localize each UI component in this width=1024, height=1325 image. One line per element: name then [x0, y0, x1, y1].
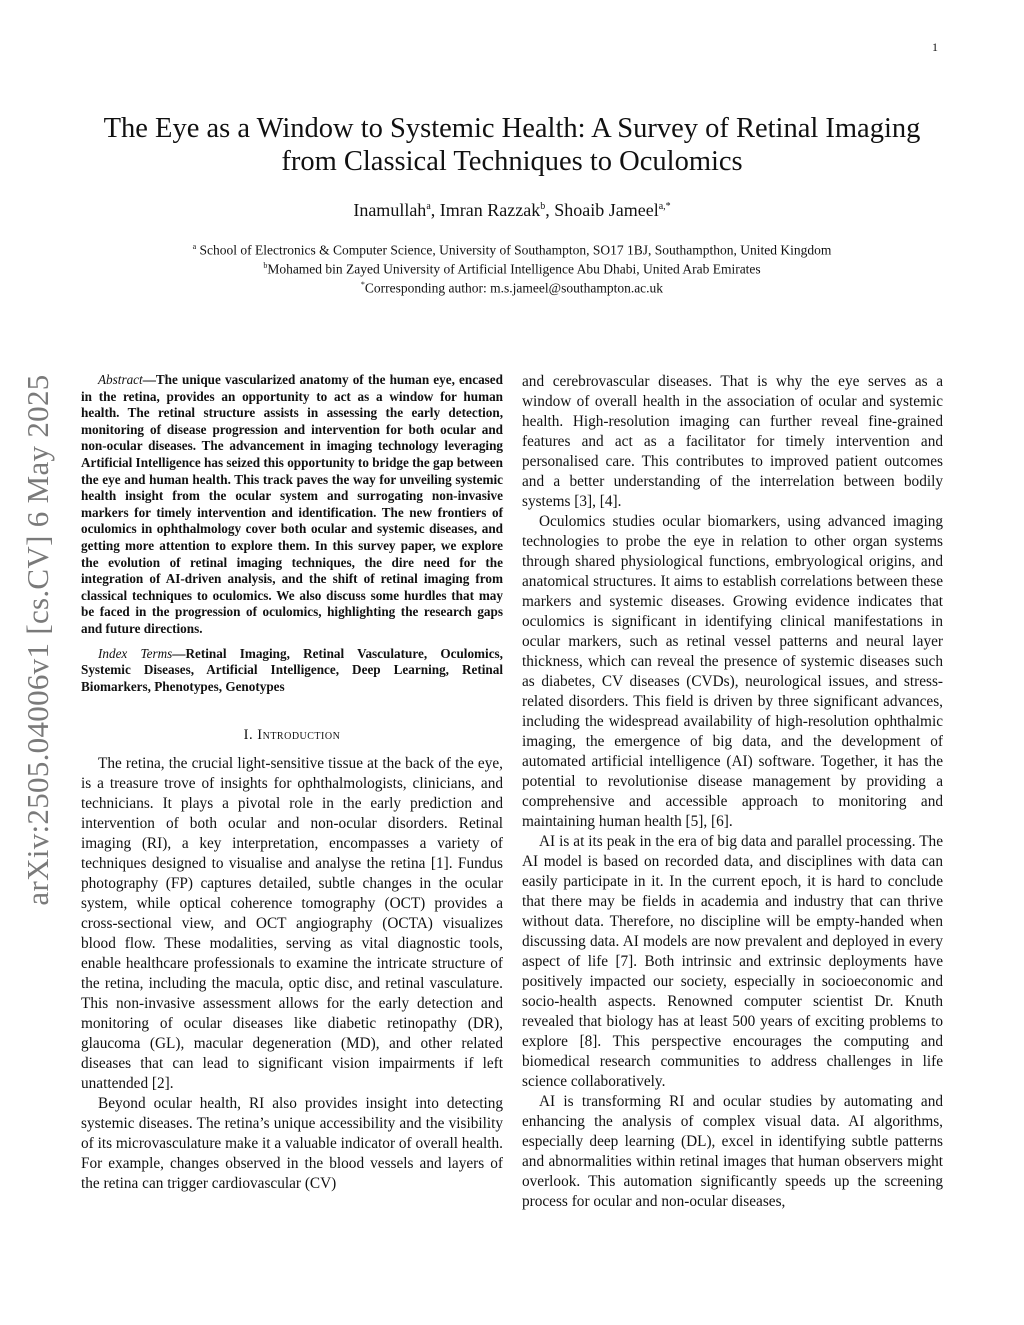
arxiv-identifier: arXiv:2505.04006v1 [cs.CV] 6 May 2025 [20, 374, 55, 906]
author-affiliation-mark: a [426, 201, 431, 212]
affiliation-text: School of Electronics & Computer Science, University of Southampton, SO17 1BJ, Southampthon, United Kingdom [196, 242, 832, 258]
body-paragraph: and cerebrovascular diseases. That is why the eye serves as a window of overall health in the association of ocular and systemic health. High-resolution imaging can further reveal fine-grained features and act as a facilitator for timely intervention and personalised care. This contributes to improved patient outcomes and a better understanding of the interrelation between bodily systems [3], [4]. [522, 373, 943, 510]
section-heading-introduction [81, 725, 503, 745]
section-title: Introduction [257, 727, 341, 744]
left-column [81, 372, 503, 1194]
page-number: 1 [932, 40, 938, 54]
corresponding-author [70, 276, 954, 298]
abstract-text: —The unique vascularized anatomy of the human eye, encased in the retina, provides an opportunity to act as a window for human health. The retinal structure assists in assessing the early detection, monitoring of disease progression and intervention for both ocular and non-ocular diseases. The advancement in imaging technology leveraging Artificial Intelligence has seized this opportunity to bridge the gap between the eye and human health. This track paves the way for unveiling systemic health insight from the ocular system and surrogating non-invasive markers for timely intervention and identification. The new frontiers of oculomics in ophthalmology cover both ocular and systemic diseases, and getting more attention to explore them. In this survey paper, we explore the evolution of retinal imaging techniques, the dire need for the integration of AI-driven analysis, and the shift of retinal imaging from classical techniques to oculomics. We also discuss some hurdles that may be faced in the progression of oculomics, highlighting the research gaps and future directions. [81, 372, 503, 636]
arxiv-stamp [0, 0, 60, 1325]
author-affiliation-mark: b [540, 201, 546, 212]
index-terms [81, 646, 503, 696]
title-line-2: from Classical Techniques to Oculomics [281, 146, 743, 177]
affiliation-text: Mohamed bin Zayed University of Artificial Intelligence Abu Dhabi, United Arab Emirates [267, 261, 761, 277]
body-paragraph: Oculomics studies ocular biomarkers, using advanced imaging technologies to probe the eye in relation to other organ systems through shared physiological functions, embryological origins, and anatomical structures. It aims to establish correlations between these markers and systemic diseases. Growing evidence indicates that oculomics is significant in identifying clinical manifestations in ocular markers, such as retinal vessel patterns and neural layer thickness, which can reveal the presence of systemic diseases such as diabetes, CV diseases (CVDs), neurological issues, and stress-related disorders. This field is driven by three significant advances, including the widespread availability of high-resolution ophthalmic imaging, the emergence of big data, and the development of automated artificial intelligence (AI) software. Together, it has the potential to revolutionise disease management by providing a comprehensive and accessible approach to monitoring and maintaining human health [5], [6]. [522, 513, 943, 830]
abstract-label: Abstract [98, 372, 143, 387]
body-paragraph: Beyond ocular health, RI also provides insight into detecting systemic diseases. The retina’s unique accessibility and the visibility of its microvasculature make it a valuable indicator of overall health. For example, changes observed in the blood vessels and layers of the retina can trigger cardiovascular (CV) [81, 1095, 503, 1193]
body-paragraph: The retina, the crucial light-sensitive tissue at the back of the eye, is a treasure trove of insights for ophthalmologists, clinicians, and technicians. It plays a pivotal role in the early prediction and intervention of both ocular and non-ocular disorders. Retinal imaging (RI), a key interpretation, encompasses a variety of techniques designed to visualise and analyse the retina [1]. Fundus photography (FP) captures detailed, subtle changes in the ocular system, while optical coherence tomography (OCT) provides a cross-sectional view, and OCT angiography (OCTA) visualizes blood flow. These modalities, serving as vital diagnostic tools, enable healthcare professionals to examine the intricate structure of the retina, including the macula, optic disc, and retinal vasculature. This non-invasive assessment allows for the early detection and monitoring of ocular diseases like diabetic retinopathy (DR), glaucoma (GL), macular degeneration (MD), and other related diseases that can lead to significant vision impairments if left unattended [2]. [81, 755, 503, 1093]
corresponding-author-text: Corresponding author: m.s.jameel@southampton.ac.uk [364, 280, 664, 296]
affiliation-mark: a [192, 242, 197, 251]
author-affiliation-mark: a,* [658, 201, 671, 212]
index-terms-text: —Retinal Imaging, Retinal Vasculature, Oculomics, Systemic Diseases, Artificial Intelligence, Deep Learning, Retinal Biomarkers, Phenotypes, Genotypes [81, 645, 503, 694]
author-name: Shoaib Jameel [554, 200, 659, 220]
body-paragraph: AI is at its peak in the era of big data and parallel processing. The AI model is based on recorded data, and disciplines with data can easily participate in it. In the current epoch, it is hard to conclude that there may be fields in academia and industry that can thrive without data. Therefore, no discipline will be empty-handed when discussing data. AI models are now prevalent and deployed in every aspect of life [7]. Both intrinsic and extrinsic deployments have positively impacted our society, especially in socioeconomic and socio-health aspects. Renowned computer scientist Dr. Knuth revealed that biology has at least 500 years of exciting problems to explore [8]. This perspective encourages the computing and biomedical research communities to address challenges in life science collaboratively. [522, 833, 943, 1090]
right-column [522, 372, 943, 1212]
author-name: Inamullah [353, 200, 427, 220]
affiliation-mark: b [263, 261, 268, 270]
author-list: Inamullah$^a$, Imran Razzak$^b$, Shoaib Jameel$^{a,*}$ [353, 200, 671, 220]
abstract [81, 372, 503, 638]
index-terms-label: Index Terms [98, 645, 173, 661]
body-paragraph: AI is transforming RI and ocular studies by automating and enhancing the analysis of complex visual data. AI algorithms, especially deep learning (DL), excel in identifying subtle patterns and abnormalities within retinal images that human observers might overlook. This automation significantly speeds up the screening process for ocular and non-ocular diseases, [522, 1093, 943, 1210]
section-number: I. [243, 727, 258, 744]
affiliation-mark: * [360, 280, 365, 289]
paper-title [70, 112, 954, 178]
title-line-1: The Eye as a Window to Systemic Health: A Survey of Retinal Imaging [103, 113, 921, 144]
author-name: Imran Razzak [439, 200, 541, 220]
